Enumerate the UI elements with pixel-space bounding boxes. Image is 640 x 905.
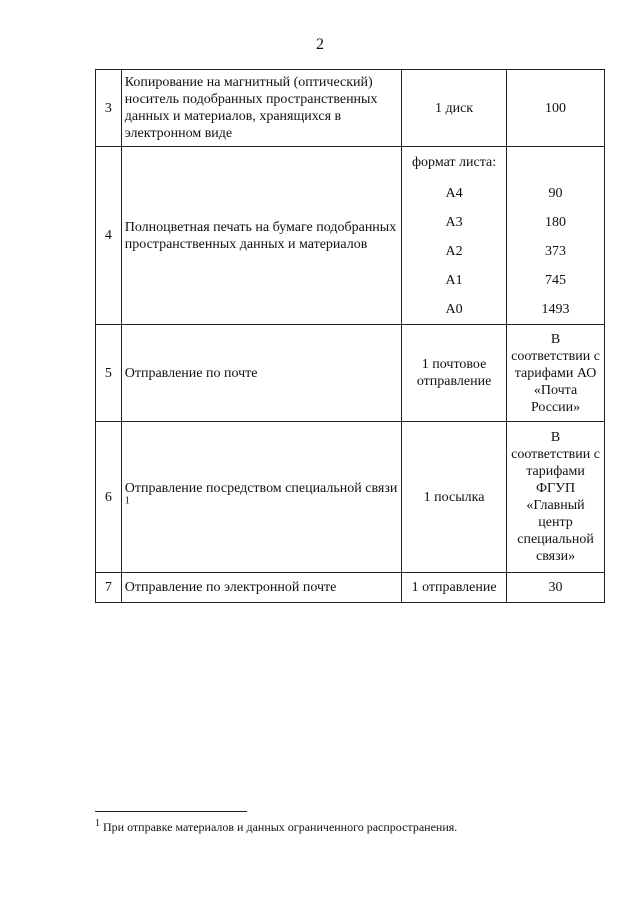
format-label: формат листа: (411, 155, 497, 170)
service-price: 30 (507, 573, 605, 603)
row-number: 4 (96, 147, 122, 325)
table-row (96, 147, 605, 325)
service-description-cell (121, 422, 401, 573)
format-size: А2 (445, 244, 463, 259)
services-table (95, 69, 605, 603)
format-price: 90 (548, 186, 563, 201)
service-price: 100 (507, 70, 605, 147)
footnote-mark: 1 (95, 818, 100, 829)
footnote-text: При отправке материалов и данных ограниченного распространения. (103, 820, 458, 834)
service-unit: 1 почтовое отправление (402, 325, 507, 422)
row-number: 6 (96, 422, 122, 573)
service-description: Отправление посредством специальной связи (124, 481, 398, 496)
service-price: В соответствии с тарифами ФГУП «Главный центр специальной связи» (507, 422, 605, 573)
table-row (96, 325, 605, 422)
row-number: 7 (96, 573, 122, 603)
table-row (96, 573, 605, 603)
footnote (95, 820, 457, 835)
service-description: Полноцветная печать на бумаге подобранных пространственных данных и материалов (121, 147, 401, 325)
format-size: А4 (445, 186, 463, 201)
service-unit: 1 посылка (402, 422, 507, 573)
service-unit: 1 диск (402, 70, 507, 147)
footnote-marker: 1 (124, 495, 130, 507)
service-unit: 1 отправление (402, 573, 507, 603)
row-number: 3 (96, 70, 122, 147)
service-description: Отправление по почте (121, 325, 401, 422)
format-price: 1493 (541, 302, 570, 317)
format-size: А1 (445, 273, 463, 288)
footnote-divider (95, 811, 247, 812)
format-price: 373 (545, 244, 567, 259)
page-number: 2 (316, 36, 324, 53)
format-list (402, 147, 507, 325)
format-size: А3 (445, 215, 463, 230)
table-row (96, 422, 605, 573)
row-number: 5 (96, 325, 122, 422)
format-prices (507, 147, 605, 325)
table-row (96, 70, 605, 147)
format-size: А0 (445, 302, 463, 317)
service-description: Отправление по электронной почте (121, 573, 401, 603)
service-description: Копирование на магнитный (оптический) носитель подобранных пространственных данных и материалов, хранящихся в электронном виде (121, 70, 401, 147)
service-price: В соответствии с тарифами АО «Почта России» (507, 325, 605, 422)
format-price: 745 (545, 273, 567, 288)
format-price: 180 (545, 215, 567, 230)
